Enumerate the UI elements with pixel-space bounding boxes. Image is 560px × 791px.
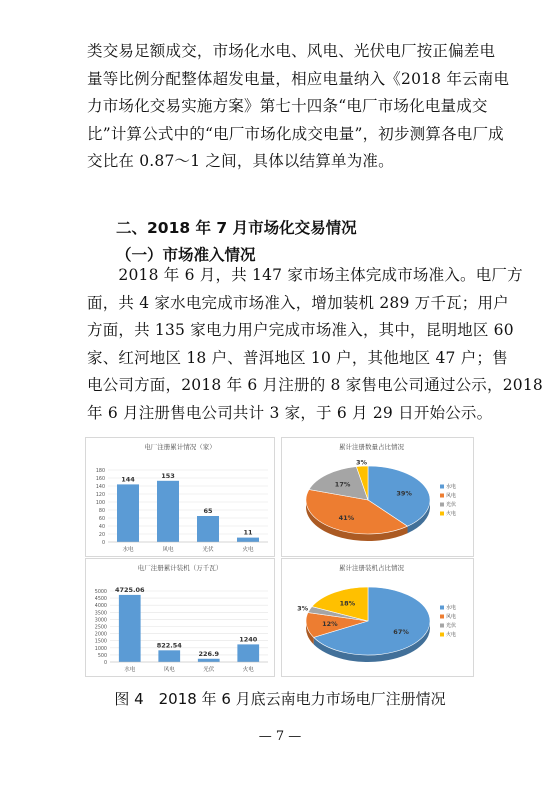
x-tick-label: 火电 (242, 547, 254, 553)
y-tick-label: 40 (98, 525, 105, 530)
text-line: 量等比例分配整体超发电量，相应电量纳入《2018 年云南电 (87, 69, 510, 88)
bar-chart-capacity-panel (85, 558, 275, 677)
y-tick-label: 140 (95, 485, 105, 490)
y-tick-label: 1000 (94, 646, 107, 652)
y-tick-label: 5000 (94, 590, 107, 595)
pie-data-label: 12% (322, 620, 338, 629)
legend-label: 风电 (446, 493, 457, 499)
legend-swatch (440, 615, 444, 619)
legend-label: 火电 (446, 511, 457, 517)
y-tick-label: 0 (101, 541, 105, 546)
pie-data-label: 39% (396, 489, 412, 498)
legend-swatch (440, 485, 444, 489)
y-tick-label: 180 (95, 469, 105, 474)
pie-data-label: 18% (339, 599, 356, 608)
text-line: 比”计算公式中的“电厂市场化成交电量”，初步测算各电厂成 (87, 124, 504, 143)
y-tick-label: 2500 (94, 625, 107, 631)
y-tick-label: 80 (98, 509, 105, 514)
legend-swatch (440, 494, 444, 498)
pie-data-label: 3% (297, 604, 309, 613)
chart-title: 累计注册装机占比情况 (339, 564, 404, 572)
data-label: 153 (161, 471, 175, 480)
text-line: 年 6 月注册售电公司共计 3 家，于 6 月 29 日开始公示。 (87, 403, 493, 422)
bar (197, 516, 219, 542)
y-tick-label: 160 (95, 477, 105, 482)
figure-caption: 图 4 2018 年 6 月底云南电力市场电厂注册情况 (114, 690, 446, 708)
bar (158, 650, 180, 662)
legend-swatch (440, 633, 444, 637)
legend-swatch (440, 512, 444, 516)
data-label: 144 (121, 475, 135, 484)
y-tick-label: 3000 (94, 618, 107, 624)
y-tick-label: 3500 (94, 611, 107, 617)
bar (157, 481, 179, 542)
data-label: 822.54 (156, 641, 182, 650)
text-line: 电公司方面，2018 年 6 月注册的 8 家售电公司通过公示，2018 (87, 376, 543, 394)
bar (237, 538, 259, 542)
bar-chart-capacity (86, 559, 274, 676)
x-tick-label: 风电 (162, 547, 174, 553)
bar-chart-plant-count (86, 438, 274, 556)
text-line: 力市场化交易实施方案》第七十四条“电厂市场化电量成交 (87, 97, 488, 115)
legend-label: 风电 (446, 614, 457, 620)
legend-label: 火电 (446, 632, 457, 638)
pie-chart-count-share (282, 438, 473, 556)
text-line: 家、红河地区 18 户、普洱地区 10 户，其他地区 47 户；售 (87, 348, 508, 367)
y-tick-label: 20 (98, 533, 105, 538)
data-label: 11 (243, 528, 253, 537)
chart-title: 累计注册数量占比情况 (339, 443, 404, 451)
section-heading: 二、2018 年 7 月市场化交易情况 (116, 219, 357, 237)
subsection-heading: （一）市场准入情况 (116, 246, 256, 264)
pie-data-label: 67% (393, 628, 409, 637)
legend-label: 水电 (446, 605, 457, 611)
figure-charts (85, 437, 474, 677)
legend-swatch (440, 624, 444, 628)
bar-chart-plant-count-panel (85, 437, 275, 557)
page-number: — 7 — (258, 729, 302, 744)
legend-label: 水电 (446, 484, 457, 490)
text-line: 交比在 0.87～1 之间，具体以结算单为准。 (87, 152, 394, 170)
bar (237, 644, 259, 662)
pie-data-label: 3% (355, 458, 367, 467)
x-tick-label: 风电 (163, 667, 175, 673)
data-label: 1240 (239, 635, 258, 644)
legend-swatch (440, 503, 444, 507)
y-tick-label: 4000 (94, 604, 107, 610)
y-tick-label: 1500 (94, 639, 107, 645)
legend-swatch (440, 606, 444, 610)
body-paragraph-market-access (87, 262, 543, 427)
y-tick-label: 0 (103, 661, 107, 666)
data-label: 65 (203, 507, 213, 515)
x-tick-label: 光伏 (203, 667, 215, 673)
legend-label: 光伏 (446, 502, 457, 508)
body-paragraph-settlement (87, 38, 510, 176)
chart-title: 电厂注册累计情况（家） (144, 443, 216, 451)
x-tick-label: 水电 (122, 547, 134, 553)
text-line: 类交易足额成交，市场化水电、风电、光伏电厂按正偏差电 (87, 42, 496, 60)
legend-label: 光伏 (446, 623, 457, 629)
text-line: 方面，共 135 家电力用户完成市场准入，其中，昆明地区 60 (87, 321, 514, 339)
text-line: 2018 年 6 月，共 147 家市场主体完成市场准入。电厂方 (87, 266, 523, 284)
pie-chart-capacity-share (282, 559, 473, 676)
pie-chart-capacity-share-panel (281, 558, 474, 677)
x-tick-label: 水电 (124, 667, 136, 673)
pie-data-label: 41% (338, 513, 355, 522)
y-tick-label: 4500 (94, 597, 107, 603)
x-tick-label: 火电 (242, 667, 254, 673)
y-tick-label: 2000 (94, 632, 107, 638)
pie-chart-count-share-panel (281, 437, 474, 557)
chart-title: 电厂注册累计装机（万千瓦） (137, 564, 223, 572)
bar (117, 484, 139, 542)
data-label: 226.9 (198, 649, 220, 658)
pie-data-label: 17% (334, 480, 351, 489)
x-tick-label: 光伏 (202, 547, 214, 553)
bar (119, 595, 141, 662)
bar (198, 659, 220, 662)
y-tick-label: 100 (95, 501, 105, 506)
y-tick-label: 500 (97, 653, 107, 659)
data-label: 4725.06 (114, 585, 145, 594)
y-tick-label: 120 (95, 493, 105, 498)
y-tick-label: 60 (98, 517, 105, 522)
text-line: 面，共 4 家水电完成市场准入，增加装机 289 万千瓦；用户 (87, 293, 509, 312)
